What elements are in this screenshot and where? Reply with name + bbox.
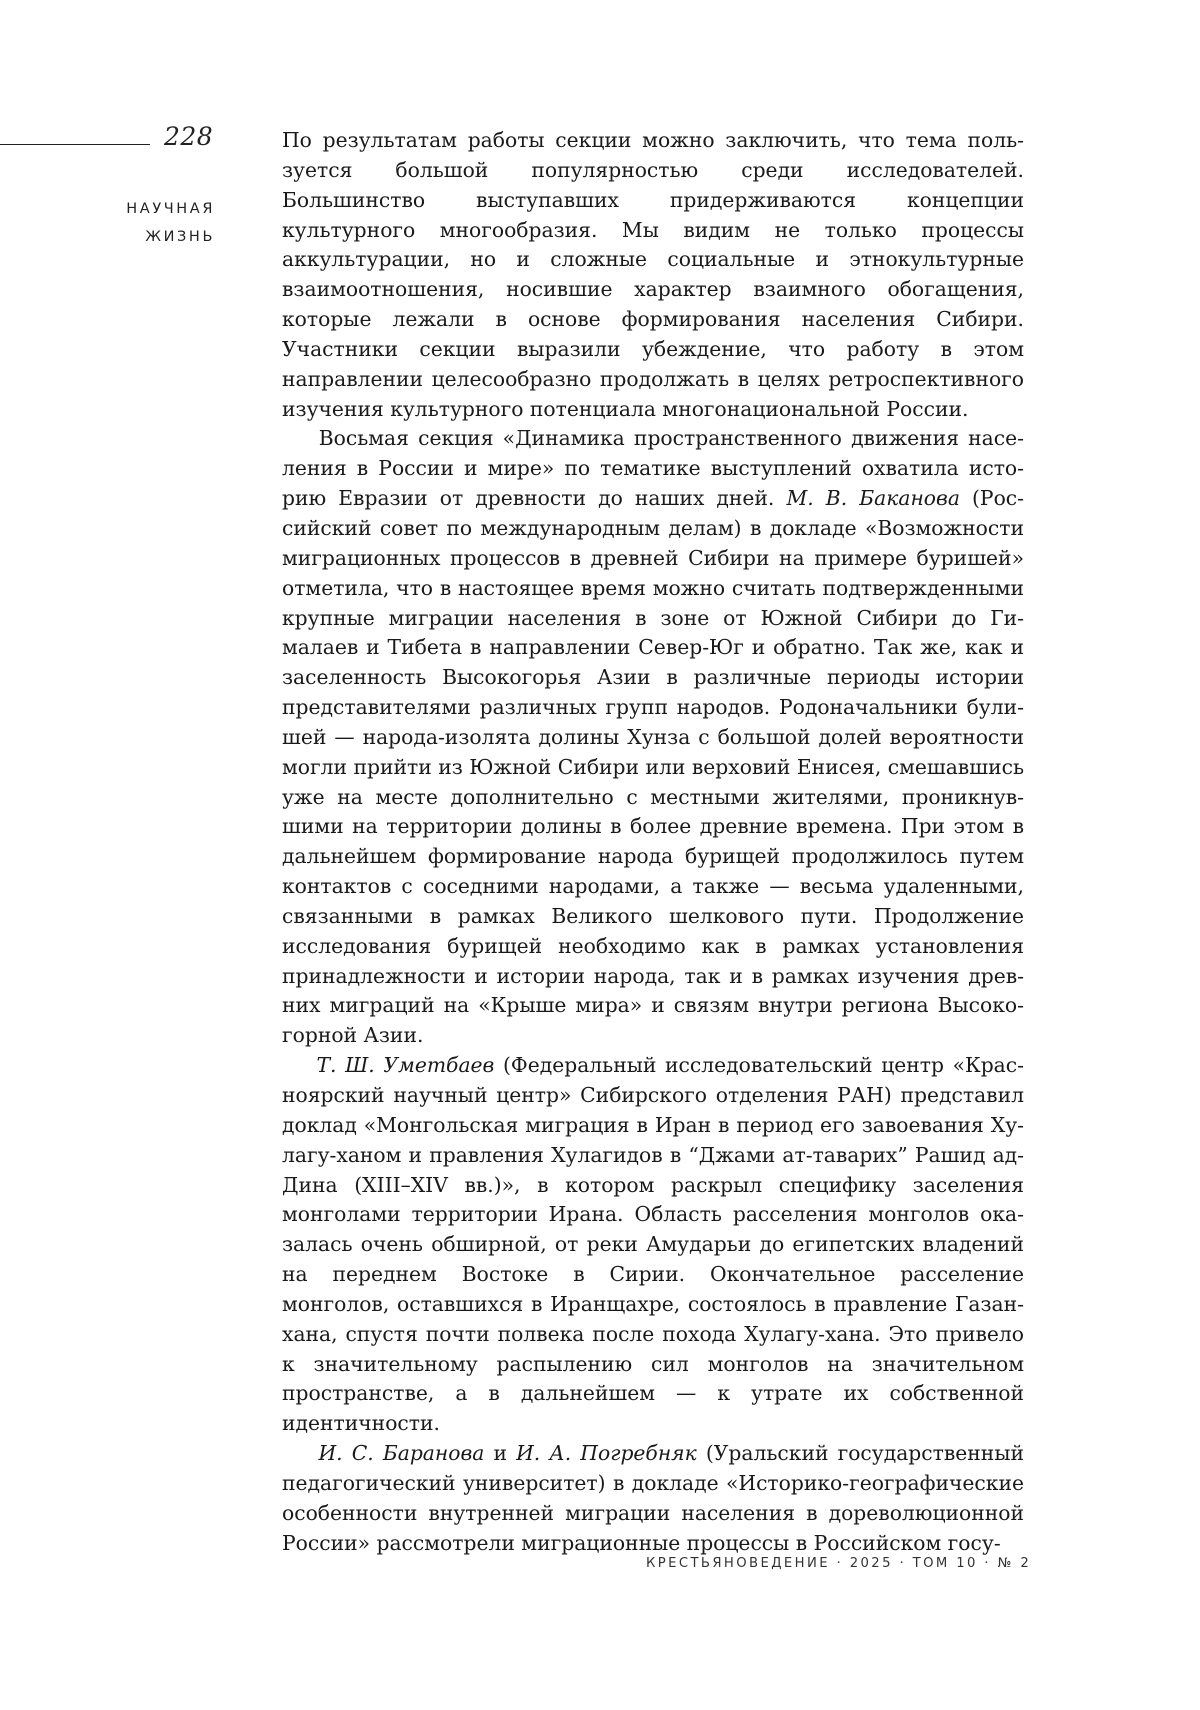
journal-footer: КРЕСТЬЯНОВЕДЕНИЕ · 2025 · ТОМ 10 · № 2 bbox=[646, 1556, 1024, 1571]
section-label bbox=[116, 195, 215, 251]
article-body bbox=[282, 126, 1024, 1559]
paragraph-2-rest: (Рос­сийский совет по международным делам) в докладе «Возможности миграционных процессов в древней Сибири на примере буришей» отметила, что в настоящее время можно считать подтвержденны­ми крупные миграции населения в зоне от Южной Сибири до Ги­малаев и Тибета в направлении Север-Юг и обратно. Так же, как и заселенность Высокогорья Азии в различные периоды истории представителями различных групп народов. Родоначальники були­шей — народа-изолята долины Хунза с большой долей вероятности могли прийти из Южной Сибири или верховий Енисея, смешавшись уже на месте дополнительно с местными жителями, проникнув­шими на территории долины в более древние времена. При этом в дальнейшем формирование народа бурищей продолжилось пу­тем контактов с соседними народами, а также — весьма удален­ными, связанными в рамках Великого шелкового пути. Продолже­ние исследования бурищей необходимо как в рамках установления принадлежности и истории народа, так и в рамках изучения древ­них миграций на «Крыше мира» и связям внутри региона Высоко­горной Азии. bbox=[282, 486, 1024, 1047]
paragraph-4 bbox=[282, 1439, 1024, 1558]
author-baranova: И. С. Баранова bbox=[318, 1441, 484, 1465]
paragraph-1: По результатам работы секции можно заключить, что тема поль­зуется большой популярностью среди исследователей. Большинство выступавших придерживаются концепции культурного многообра­зия. Мы видим не только процессы аккультурации, но и сложные социальные и этнокультурные взаимоотношения, носившие харак­тер взаимного обогащения, которые лежали в основе формирова­ния населения Сибири. Участники секции выразили убеждение, что работу в этом направлении целесообразно продолжать в целях ретроспективного изучения культурного потенциала многонацио­нальной России. bbox=[282, 126, 1024, 424]
paragraph-4-rest: (Уральский государственный педагогический университет) в докладе «Историко-географические особенности внутренней миграции населения в дореволюционной России» рассмотрели миграционные процессы в Российском госу- bbox=[282, 1441, 1024, 1555]
conjunction-and: и bbox=[484, 1441, 516, 1465]
section-label-line-2: ЖИЗНЬ bbox=[116, 223, 215, 251]
header-rule bbox=[0, 144, 150, 145]
author-pogrebnyak: И. А. Погребняк bbox=[516, 1441, 697, 1465]
author-bakanova: М. В. Баканова bbox=[786, 486, 959, 510]
paragraph-2 bbox=[282, 424, 1024, 1051]
paragraph-2-start: Восьмая секция «Динамика пространственного движения насе­ления в России и мире» по тематике выступлений охватила исто­рию Евразии от древности до наших дней. bbox=[282, 426, 1024, 510]
section-label-line-1: НАУЧНАЯ bbox=[116, 195, 215, 223]
paragraph-3-rest: (Федеральный исследовательский центр «Крас­ноярский научный центр» Сибирского отделения РАН) представил доклад «Монгольская миграция в Иран в период его завоевания Ху­лагу-ханом и правления Хулагидов в “Джами ат-таварих” Рашид ад-Дина (XIII–XIV вв.)», в котором раскрыл специфику заселения монголами территории Ирана. Область расселения монголов ока­залась очень обширной, от реки Амударьи до египетских владений на переднем Востоке в Сирии. Окончательное расселение монголов, оставшихся в Иранщахре, состоялось в правление Газан-хана, спу­стя почти полвека после похода Хулагу-хана. Это привело к значи­тельному распылению сил монголов на значительном пространстве, а в дальнейшем — к утрате их собственной идентичности. bbox=[282, 1053, 1024, 1435]
paragraph-3 bbox=[282, 1051, 1024, 1439]
page-number: 228 bbox=[164, 122, 213, 151]
author-umetbaev: Т. Ш. Уметбаев bbox=[317, 1053, 495, 1077]
